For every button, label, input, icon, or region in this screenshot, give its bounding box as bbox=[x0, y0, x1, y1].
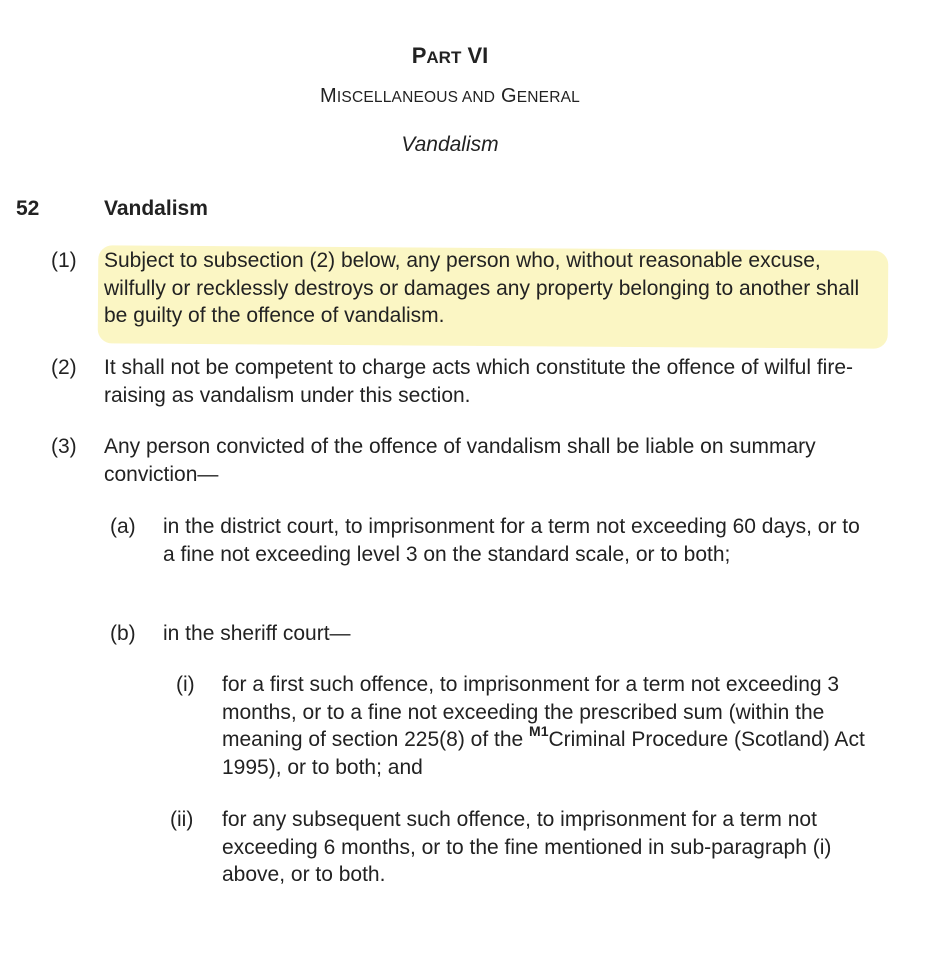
subsection-1-label: (1) bbox=[51, 249, 77, 272]
subparagraph-i-label: (i) bbox=[176, 673, 195, 696]
subparagraph-ii-text: for any subsequent such offence, to imprisonment for a term not exceeding 6 months, or to the fine mentioned in sub-paragraph (i) above, or to both. bbox=[222, 808, 832, 886]
part-heading: PART VI bbox=[411, 43, 489, 68]
paragraph-b-text: in the sheriff court— bbox=[163, 622, 351, 645]
section-title: Vandalism bbox=[104, 197, 208, 220]
subsection-3-label: (3) bbox=[51, 435, 77, 458]
subsection-1-text: Subject to subsection (2) below, any person who, without reasonable excuse, wilfully or recklessly destroys or damages any property belonging to another shall be guilty of the offence of vandalism. bbox=[104, 249, 860, 327]
subsection-2-text: It shall not be competent to charge acts which constitute the offence of wilful fire-raising as vandalism under this section. bbox=[104, 356, 854, 407]
part-subtitle: MISCELLANEOUS AND GENERAL bbox=[320, 85, 580, 107]
subparagraph-ii-label: (ii) bbox=[170, 808, 194, 831]
marginal-note-link[interactable]: M1 bbox=[529, 723, 549, 739]
subsection-2-label: (2) bbox=[51, 356, 77, 379]
paragraph-b-label: (b) bbox=[110, 622, 136, 645]
subsection-3-text: Any person convicted of the offence of vandalism shall be liable on summary conviction— bbox=[104, 435, 816, 486]
paragraph-a-text: in the district court, to imprisonment for a term not exceeding 60 days, or to a fine not exceeding level 3 on the standard scale, or to both; bbox=[163, 515, 860, 566]
paragraph-a-label: (a) bbox=[110, 515, 136, 538]
crossheading: Vandalism bbox=[401, 133, 499, 156]
subparagraph-i-text: for a first such offence, to imprisonment for a term not exceeding 3 months, or to a fine not exceeding the prescribed sum (within the meaning of section 225(8) of the $^{M1}$Criminal Procedure (Scotland) Act 1995), or to both; and bbox=[222, 673, 865, 779]
section-number: 52 bbox=[16, 197, 40, 220]
